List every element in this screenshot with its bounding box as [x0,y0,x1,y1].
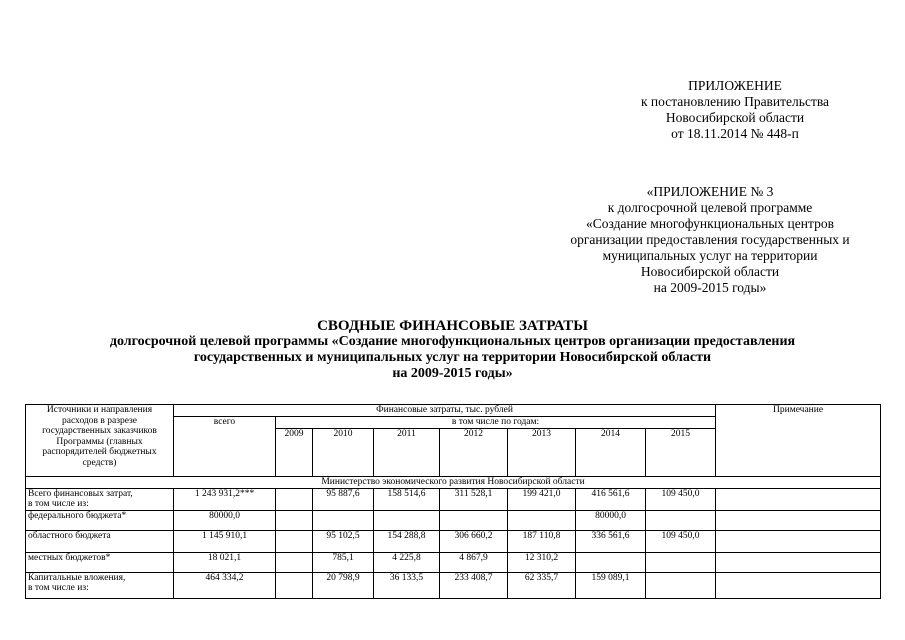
appendix-3-block [520,184,900,296]
value-cell: 233 408,7 [440,572,508,598]
value-cell: 158 514,6 [374,488,440,510]
value-cell [374,510,440,530]
header-year: 2009 [276,428,313,476]
value-cell: 785,1 [313,552,374,572]
value-cell: 306 660,2 [440,530,508,552]
table-row [26,530,881,552]
value-cell [313,510,374,530]
value-cell [440,510,508,530]
appendix-line: к постановлению Правительства [640,94,830,109]
value-cell: 4 225,8 [374,552,440,572]
header-year: 2011 [374,428,440,476]
value-cell: 80000,0 [576,510,646,530]
title-line: СВОДНЫЕ ФИНАНСОВЫЕ ЗАТРАТЫ [317,318,588,334]
value-cell [576,552,646,572]
value-cell: 187 110,8 [508,530,576,552]
value-cell: 464 334,2 [174,572,276,598]
row-label: местных бюджетов* [26,552,174,572]
header-total: всего [174,417,276,477]
appendix-3-line: муниципальных услуг на территории [602,248,818,263]
appendix-line: ПРИЛОЖЕНИЕ [688,78,782,93]
value-cell: 62 335,7 [508,572,576,598]
title-line: государственных и муниципальных услуг на территории Новосибирской области [193,350,712,365]
table-row [26,552,881,572]
row-label: Всего финансовых затрат, в том числе из: [26,488,174,510]
appendix-3-line: организации предоставления государственных и [570,232,850,247]
table-row [26,510,881,530]
value-cell: 80000,0 [174,510,276,530]
value-cell: 18 021,1 [174,552,276,572]
table-body [26,488,881,598]
appendix-line: Новосибирской области [665,110,805,125]
note-cell [716,530,881,552]
title-line: долгосрочной целевой программы «Создание многофункциональных центров организации предоставления [109,334,796,349]
value-cell [508,510,576,530]
value-cell [276,572,313,598]
value-cell: 12 310,2 [508,552,576,572]
value-cell [646,552,716,572]
header-year: 2013 [508,428,576,476]
value-cell: 154 288,8 [374,530,440,552]
value-cell: 1 145 910,1 [174,530,276,552]
value-cell [276,552,313,572]
value-cell: 109 450,0 [646,530,716,552]
row-label: федерального бюджета* [26,510,174,530]
table-row [26,488,881,510]
value-cell [646,510,716,530]
header-year: 2010 [313,428,374,476]
appendix-3-line: Новосибирской области [640,264,780,279]
header-by-years: в том числе по годам: [276,417,716,429]
document-title [50,318,855,382]
value-cell [276,488,313,510]
header-sources: Источники и направления расходов в разрезе государственных заказчиков Программы (главных распорядителей бюджетных средств) [26,405,174,477]
appendix-block [560,78,905,142]
appendix-3-line: «ПРИЛОЖЕНИЕ № 3 [646,184,774,199]
note-cell [716,488,881,510]
value-cell: 1 243 931,2*** [174,488,276,510]
value-cell: 4 867,9 [440,552,508,572]
note-cell [716,552,881,572]
section-title: Министерство экономического развития Новосибирской области [26,476,881,488]
value-cell: 95 887,6 [313,488,374,510]
value-cell: 20 798,9 [313,572,374,598]
table-row [26,572,881,598]
value-cell [646,572,716,598]
appendix-3-line: «Создание многофункциональных центров [586,216,834,231]
header-year: 2015 [646,428,716,476]
financial-costs-table [25,404,881,599]
title-line: на 2009-2015 годы» [392,366,513,381]
value-cell: 36 133,5 [374,572,440,598]
value-cell: 311 528,1 [440,488,508,510]
appendix-3-line: на 2009-2015 годы» [653,280,767,295]
value-cell: 416 561,6 [576,488,646,510]
note-cell [716,572,881,598]
header-year: 2012 [440,428,508,476]
value-cell: 95 102,5 [313,530,374,552]
value-cell: 109 450,0 [646,488,716,510]
value-cell [276,510,313,530]
note-cell [716,510,881,530]
header-costs: Финансовые затраты, тыс. рублей [174,405,716,417]
value-cell: 199 421,0 [508,488,576,510]
header-year: 2014 [576,428,646,476]
appendix-line: от 18.11.2014 № 448-п [671,126,799,141]
value-cell: 159 089,1 [576,572,646,598]
value-cell: 336 561,6 [576,530,646,552]
header-note: Примечание [716,405,881,477]
row-label: областного бюджета [26,530,174,552]
value-cell [276,530,313,552]
row-label: Капитальные вложения, в том числе из: [26,572,174,598]
appendix-3-line: к долгосрочной целевой программе [607,200,813,215]
